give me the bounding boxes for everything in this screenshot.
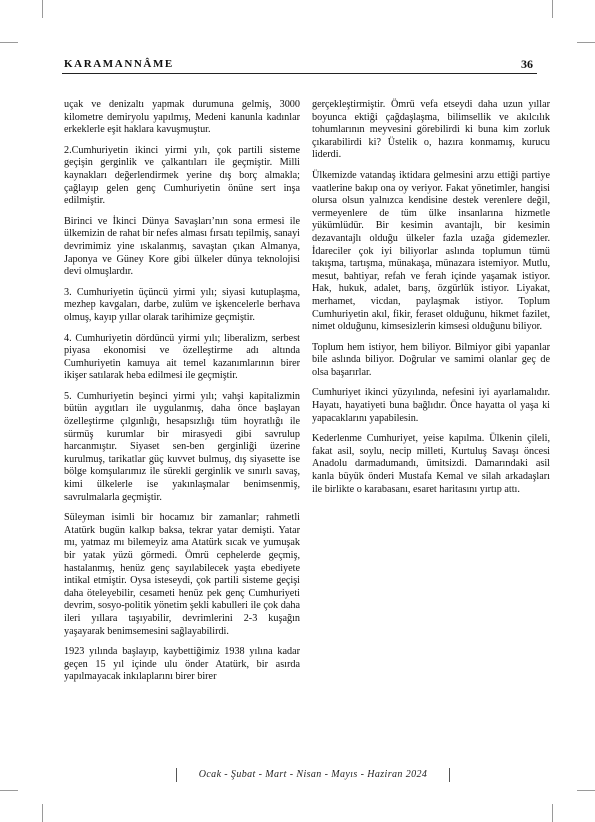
paragraph: Cumhuriyet ikinci yüzyılında, nefesini iyi ayarlamalıdır. Hayatı, hayatiyeti buna bağlıdır. Önce hayatta ol yaşa ki yapacaklarını yapabilesin. <box>312 387 550 424</box>
crop-mark-top-left-v <box>42 0 43 18</box>
crop-mark-bottom-right-h <box>577 790 595 791</box>
paragraph: 5. Cumhuriyetin beşinci yirmi yılı; vahşi kapitalizmin bütün aygıtları ile uygulanmış, daha önce başlayan özelleştirme çılgınlığı, hesapsızlığı tüm hoyratlığı ile sürmüş kurumlar bir mirasyedi gibi savrulup harcanmıştır. Siyaset sen-ben gerginliği üzerine kurulmuş, tarikatlar güç kuvvet bulmuş, dış siyasette ise bölge komşularımız ile sürekli gerginlik ve sınırlı savaş, kimi ülkelerle ise yakınlaşmalar benimsenmiş, savrulmalarla geçmiştir. <box>64 390 300 503</box>
paragraph: 3. Cumhuriyetin üçüncü yirmi yılı; siyasi kutuplaşma, mezhep kavgaları, darbe, zulüm ve işkencelerle berhava olmuş, kayıp yıllar olarak tarihimize geçmiştir. <box>64 286 300 323</box>
journal-title: KARAMANNÂME <box>64 58 174 70</box>
paragraph: Kederlenme Cumhuriyet, yeise kapılma. Ülkenin çileli, fakat asil, soylu, necip milleti, Kurtuluş Savaşı öncesi Anadolu darmadumandı, ümitsizdi. Damarındaki asil kanla büyük önderi Mustafa Kemal ve silah arkadaşları ile birlikte o karabasanı, esaret haritasını yırtıp attı. <box>312 433 550 495</box>
paragraph: 1923 yılında başlayıp, kaybettiğimiz 1938 yılına kadar geçen 15 yıl içinde ulu önder Atatürk, bir asırda yapılmayacak inkılaplarını birer birer <box>64 646 300 683</box>
paragraph: gerçekleştirmiştir. Ömrü vefa etseydi daha uzun yıllar boyunca ektiği çağdaşlaşma, bilimsellik ve akılcılık tohumlarının meyvesini görebilirdi ki buna kim zorluk çıkarabilirdi ki? Üstelik o, hazıra konmamış, kurucu liderdi. <box>312 99 550 161</box>
crop-mark-bottom-left-h <box>0 790 18 791</box>
crop-mark-top-right-v <box>552 0 553 18</box>
crop-mark-top-left-h <box>0 42 18 43</box>
paragraph: 2.Cumhuriyetin ikinci yirmi yılı, çok partili sisteme geçişin gerginlik ve çalkantıları ile geçmiştir. Milli kaynakları değerlendirmek yerine dış borç almakla; çağlayıp gelen genç Cumhuriyetin önüne sert inşa edilmiştir. <box>64 144 300 207</box>
right-column <box>312 99 550 504</box>
paragraph: uçak ve denizaltı yapmak durumuna gelmiş, 3000 kilometre demiryolu yapılmış, Medeni kanunla kadınlar erkeklerle eşit haklara kavuşmuştur. <box>64 99 300 136</box>
paragraph: Birinci ve İkinci Dünya Savaşları’nın sona ermesi ile ülkemizin de rahat bir nefes alması fırsatı tepilmiş, sanayi devrimimiz yine ıskalanmış, savaştan çıkan Almanya, Japonya ve Güney Kore gibi ülkeler dünya teknolojisi devi olmuşlardır. <box>64 215 300 278</box>
left-column <box>64 99 300 692</box>
paragraph: Süleyman isimli bir hocamız bir zamanlar; rahmetli Atatürk bugün kalkıp baksa, tekrar yatar demişti. Yatar mı, yatmaz mı bilemeyiz ama Atatürk sıcak ve yumuşak bir yatak yüzü görmedi. Ömrü cephelerde geçmiş, hastalanmış, henüz genç sayılabilecek yaşta ebediyete intikal etmiştir. Oysa isteseydi, çok partili sisteme geçişi daha öteleyebilir, cesameti henüz pek genç Cumhuriyeti devrim, sosyo-politik yönetim şekli kabulleri ile çok daha ileri yıllara taşıyabilir, devrimlerini 2-3 kuşağın yaşayarak benimsemesini sağlayabilirdi. <box>64 512 300 637</box>
header-rule <box>62 73 537 74</box>
crop-mark-bottom-left-v <box>42 804 43 822</box>
paragraph: Toplum hem istiyor, hem biliyor. Bilmiyor gibi yapanlar bile aslında biliyor. Doğrular ve samimi olanlar geç de olsa başarırlar. <box>312 341 550 378</box>
crop-mark-bottom-right-v <box>552 804 553 822</box>
page-number: 36 <box>521 57 533 71</box>
paragraph: Ülkemizde vatandaş iktidara gelmesini arzu ettiği partiye vaatlerine bakıp ona oy veriyor. Fakat yönetimler, hangisi olursa olsun yalnızca kendisine destek verenlere değil, vermeyenlere de tüm ülke insanlarına hizmetle yükümlüdür. Bir kesimin avantajlı, bir kesimin dezavantajlı olduğu ülkeler fazla uzağa gidemezler. İdareciler çok iyi biliyorlar aslında toplumun tümü takışma, tartışma, münakaşa, münazara istemiyor. Mutlu, mesut, bahtiyar, refah ve ferah içinde yaşamak istiyor. Hak, hukuk, adalet, barış, özgürlük istiyor. Liyakat, merhamet, vicdan, paylaşmak istiyor. Toplum Cumhuriyetin akıl, fikir, feraset olduğunu, hikmet fazilet, nimet olduğunu, kimsesizlerin kimsesi olduğunu biliyor. <box>312 169 550 333</box>
crop-mark-top-right-h <box>577 42 595 43</box>
issue-footer: Ocak - Şubat - Mart - Nisan - Mayıs - Haziran 2024 <box>176 768 450 782</box>
paragraph: 4. Cumhuriyetin dördüncü yirmi yılı; liberalizm, serbest piyasa ekonomisi ve özelleştirme adı altında Cumhuriyetin kamuya ait temel kazanımlarının birer ikişer satılarak heba edilmesi ile geçmiştir. <box>64 332 300 382</box>
